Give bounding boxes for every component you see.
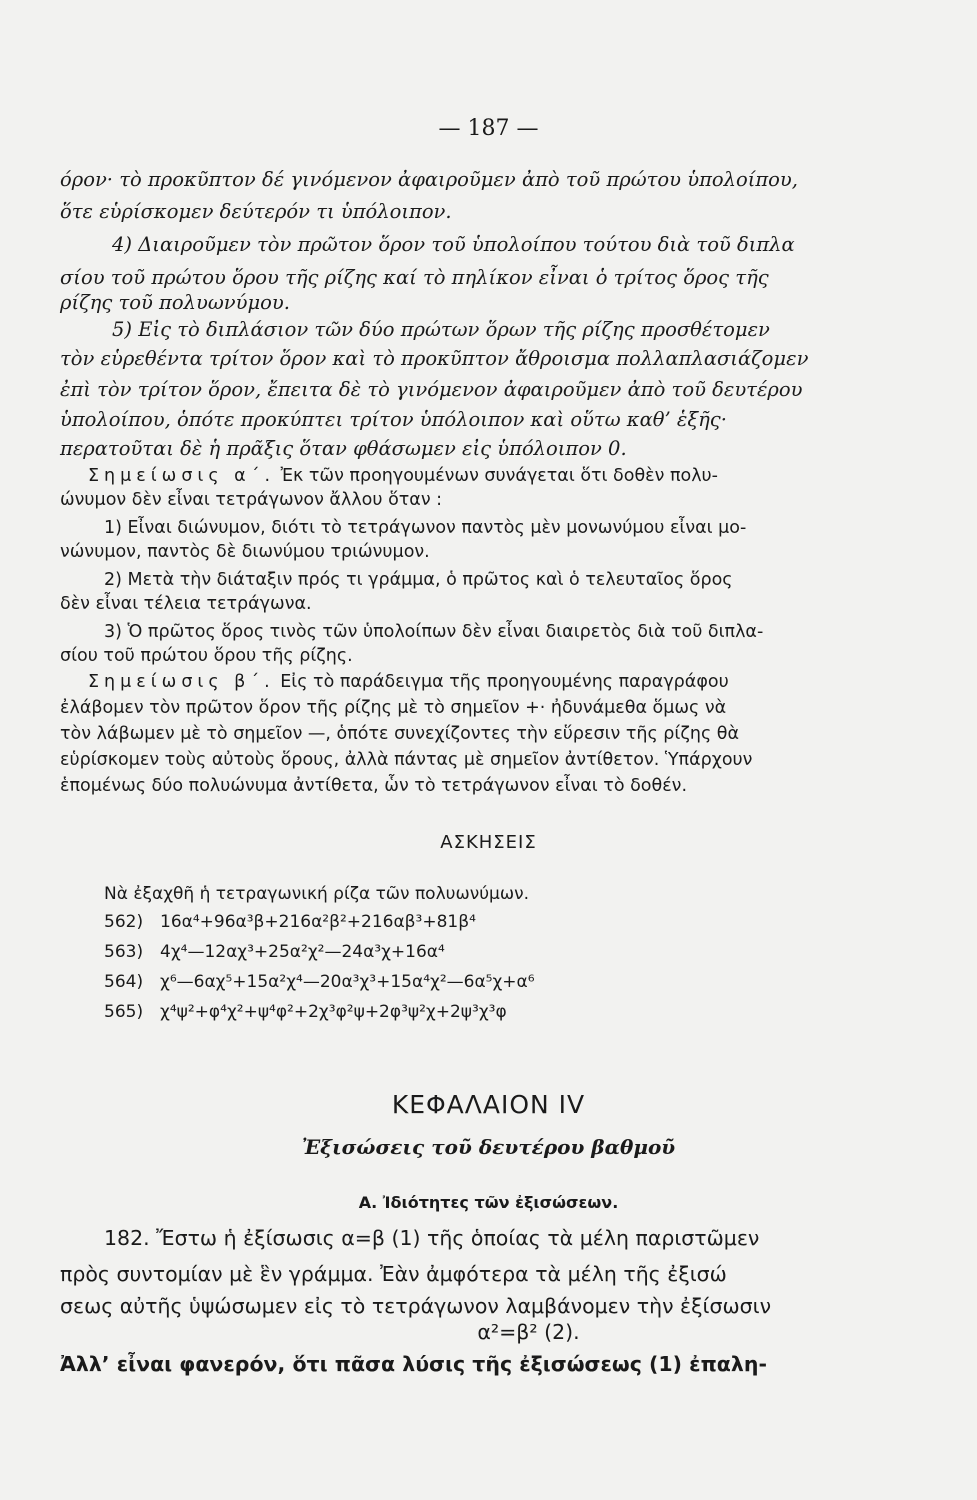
- paragraph-line: Ἀλλ’ εἶναι φανερόν, ὅτι πᾶσα λύσις τῆς ἐξισώσεως (1) ἐπαλη-: [60, 1352, 767, 1376]
- note-a-item: 3) Ὁ πρῶτος ὅρος τινὸς τῶν ὑπολοίπων δὲν εἶναι διαιρετὸς διὰ τοῦ διπλα-: [104, 622, 764, 642]
- exercise-item: [104, 1002, 507, 1022]
- note-b-text: Εἰς τὸ παράδειγμα τῆς προηγουμένης παραγράφου: [274, 672, 729, 692]
- exercises-intro: Νὰ ἐξαχθῆ ἡ τετραγωνική ρίζα τῶν πολυωνύμων.: [104, 884, 529, 904]
- equation: α²=β² (2).: [477, 1320, 580, 1344]
- section-heading: Α. Ἰδιότητες τῶν ἐξισώσεων.: [358, 1193, 619, 1212]
- note-a-item: 1) Εἶναι διώνυμον, διότι τὸ τετράγωνον παντὸς μὲν μονωνύμου εἶναι μο-: [104, 518, 747, 538]
- text-line: ἐπὶ τὸν τρίτον ὅρον, ἔπειτα δὲ τὸ γινόμενον ἀφαιροῦμεν ἀπὸ τοῦ δευτέρου: [60, 378, 803, 401]
- text-line: τὸν εὑρεθέντα τρίτον ὅρον καὶ τὸ προκῦπτον ἄθροισμα πολλαπλασιάζομεν: [60, 347, 809, 370]
- paragraph-line: πρὸς συντομίαν μὲ ἓν γράμμα. Ἐὰν ἀμφότερα τὰ μέλη τῆς ἐξισώ: [60, 1262, 727, 1286]
- note-a-item: νώνυμον, παντὸς δὲ διωνύμου τριώνυμον.: [60, 542, 430, 562]
- text-line: όρον· τὸ προκῦπτον δέ γινόμενον ἀφαιροῦμεν ἀπὸ τοῦ πρώτου ὑπολοίπου,: [60, 168, 798, 191]
- note-b-line: τὸν λάβωμεν μὲ τὸ σημεῖον —, ὁπότε συνεχίζοντες τὴν εὕρεσιν τῆς ρίζης θὰ: [60, 724, 740, 744]
- page-number: — 187 —: [438, 116, 539, 141]
- note-a-item: δὲν εἶναι τέλεια τετράγωνα.: [60, 594, 312, 614]
- note-a-text: Ἐκ τῶν προηγουμένων συνάγεται ὅτι δοθὲν πολυ-: [275, 466, 719, 486]
- note-b-line: ἑπομένως δύο πολυώνυμα ἀντίθετα, ὧν τὸ τετράγωνον εἶναι τὸ δοθέν.: [60, 776, 688, 796]
- text-line: σίου τοῦ πρώτου ὅρου τῆς ρίζης καί τὸ πηλίκον εἶναι ὁ τρίτος ὅρος τῆς: [60, 266, 769, 289]
- exercise-number: 563): [104, 942, 144, 962]
- exercise-number: 565): [104, 1002, 144, 1022]
- text-line: περατοῦται δὲ ἡ πρᾶξις ὅταν φθάσωμεν εἰς ὑπόλοιπον 0.: [60, 437, 627, 460]
- note-a-item: σίου τοῦ πρώτου ὅρου τῆς ρίζης.: [60, 646, 353, 666]
- text-line: ὑπολοίπου, ὁπότε προκύπτει τρίτον ὑπόλοιπον καὶ οὕτω καθ’ ἑξῆς·: [60, 408, 727, 431]
- note-a-label: Σημείωσις α΄.: [88, 466, 276, 486]
- note-b-line: [88, 672, 729, 692]
- text-line: ρίζης τοῦ πολυωνύμου.: [60, 291, 290, 314]
- paragraph-line: 182. Ἔστω ἡ ἐξίσωσις α=β (1) τῆς ὁποίας τὰ μέλη παριστῶμεν: [104, 1226, 760, 1250]
- exercise-item: [104, 972, 535, 992]
- chapter-title: ΚΕΦΑΛΑΙΟΝ IV: [391, 1090, 586, 1119]
- note-b-label: Σημείωσις β΄.: [88, 672, 275, 692]
- exercise-expression: 4χ⁴—12αχ³+25α²χ²—24α³χ+16α⁴: [160, 942, 445, 962]
- exercise-number: 564): [104, 972, 144, 992]
- exercise-item: [104, 942, 445, 962]
- paragraph-line: σεως αὐτῆς ὑψώσωμεν εἰς τὸ τετράγωνον λαμβάνομεν τὴν ἐξίσωσιν: [60, 1294, 772, 1318]
- chapter-subtitle: Ἐξισώσεις τοῦ δευτέρου βαθμοῦ: [301, 1135, 676, 1159]
- exercise-item: [104, 912, 476, 932]
- exercise-expression: χ⁶—6αχ⁵+15α²χ⁴—20α³χ³+15α⁴χ²—6α⁵χ+α⁶: [160, 972, 535, 992]
- exercise-number: 562): [104, 912, 144, 932]
- text-line: ὅτε εὑρίσκομεν δεύτερόν τι ὑπόλοιπον.: [60, 200, 452, 223]
- note-a-line: [88, 466, 718, 486]
- note-b-line: εὑρίσκομεν τοὺς αὐτοὺς ὅρους, ἀλλὰ πάντας μὲ σημεῖον ἀντίθετον. Ὑπάρχουν: [60, 750, 753, 770]
- note-a-item: 2) Μετὰ τὴν διάταξιν πρός τι γράμμα, ὁ πρῶτος καὶ ὁ τελευταῖος ὅρος: [104, 570, 733, 590]
- text-line: 4) Διαιροῦμεν τὸν πρῶτον ὅρον τοῦ ὑπολοίπου τούτου διὰ τοῦ διπλα: [112, 233, 795, 256]
- exercises-title: ΑΣΚΗΣΕΙΣ: [440, 832, 537, 853]
- exercise-expression: 16α⁴+96α³β+216α²β²+216αβ³+81β⁴: [160, 912, 476, 932]
- note-b-line: ἐλάβομεν τὸν πρῶτον ὅρον τῆς ρίζης μὲ τὸ σημεῖον +· ἠδυνάμεθα ὅμως νὰ: [60, 698, 727, 718]
- text-line: 5) Εἰς τὸ διπλάσιον τῶν δύο πρώτων ὅρων τῆς ρίζης προσθέτομεν: [112, 318, 770, 341]
- note-a-line: ώνυμον δὲν εἶναι τετράγωνον ἄλλου ὅταν :: [60, 490, 443, 510]
- exercise-expression: χ⁴ψ²+φ⁴χ²+ψ⁴φ²+2χ³φ²ψ+2φ³ψ²χ+2ψ³χ³φ: [160, 1002, 507, 1022]
